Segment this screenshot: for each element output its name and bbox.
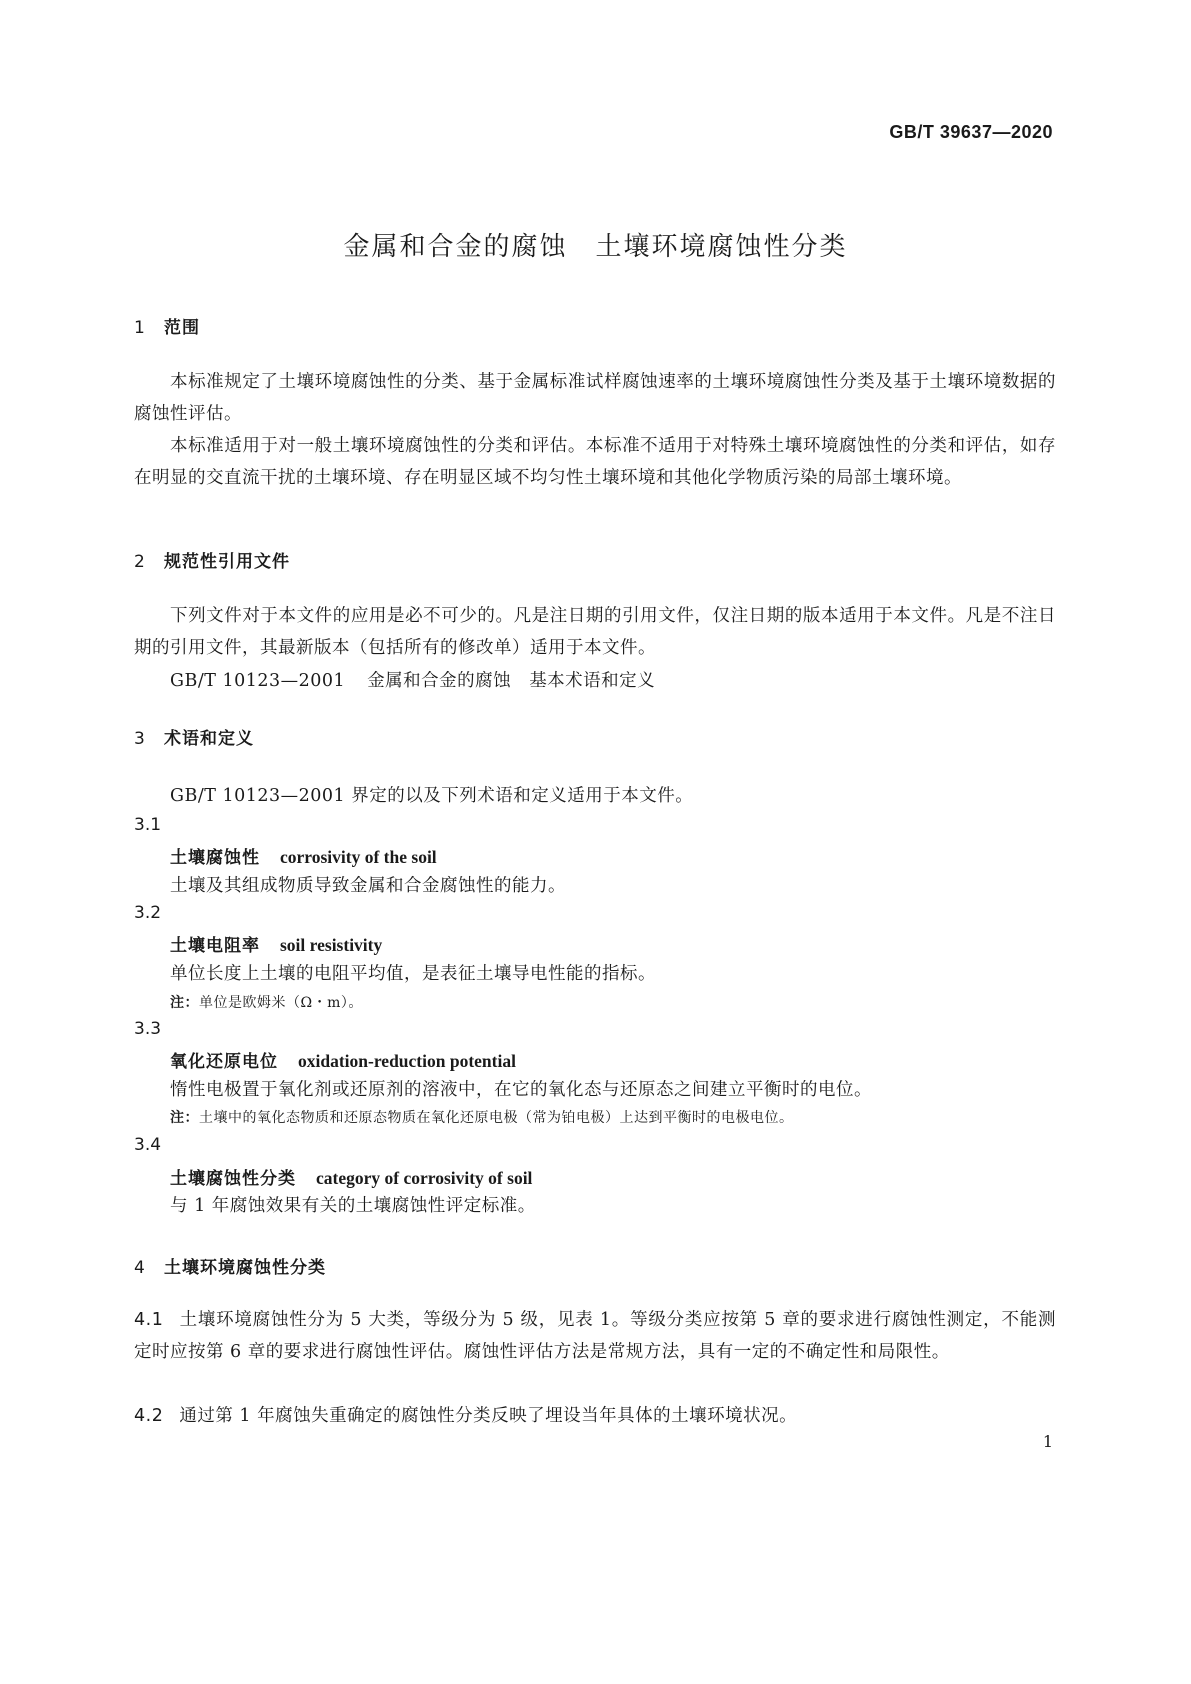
clause-4-2 [134, 1400, 1056, 1432]
term-note [170, 1107, 794, 1127]
reference-title-part-a: 金属和合金的腐蚀 [367, 671, 512, 691]
term-definition: 与 1 年腐蚀效果有关的土壤腐蚀性评定标准。 [170, 1196, 536, 1216]
term-entry [170, 931, 382, 956]
clause-text: 通过第 1 年腐蚀失重确定的腐蚀性分类反映了埋设当年具体的土壤环境状况。 [179, 1406, 798, 1426]
section-number: 2 [134, 552, 146, 572]
section-title: 规范性引用文件 [164, 552, 290, 572]
note-label: 注： [170, 1110, 199, 1126]
section-number: 3 [134, 729, 146, 749]
page-number: 1 [1042, 1432, 1053, 1451]
note-label: 注： [170, 995, 199, 1011]
term-number: 3.3 [134, 1019, 162, 1039]
term-en: oxidation-reduction potential [298, 1051, 516, 1071]
section-2-heading [134, 547, 290, 572]
section-1-paragraph-2: 本标准适用于对一般土壤环境腐蚀性的分类和评估。本标准不适用于对特殊土壤环境腐蚀性的分类和评估，如存在明显的交直流干扰的土壤环境、存在明显区域不均匀性土壤环境和其他化学物质污染的局部土壤环境。 [134, 436, 1056, 488]
reference-code: GB/T 10123—2001 [170, 671, 346, 691]
term-en: category of corrosivity of soil [316, 1168, 533, 1188]
term-definition: 土壤及其组成物质导致金属和合金腐蚀性的能力。 [170, 876, 566, 896]
section-3-heading [134, 724, 254, 749]
section-4-heading [134, 1253, 326, 1278]
term-zh: 土壤电阻率 [170, 936, 260, 956]
term-zh: 土壤腐蚀性分类 [170, 1169, 296, 1189]
normative-reference [170, 667, 655, 692]
section-2-paragraph: 下列文件对于本文件的应用是必不可少的。凡是注日期的引用文件，仅注日期的版本适用于本文件。凡是不注日期的引用文件，其最新版本（包括所有的修改单）适用于本文件。 [134, 606, 1056, 658]
term-definition: 惰性电极置于氧化剂或还原剂的溶液中，在它的氧化态与还原态之间建立平衡时的电位。 [170, 1080, 872, 1100]
term-en: soil resistivity [280, 935, 383, 955]
section-title: 范围 [164, 318, 200, 338]
reference-title-part-b: 基本术语和定义 [529, 671, 656, 691]
term-en: corrosivity of the soil [280, 847, 437, 867]
term-note [170, 992, 363, 1012]
clause-text: 土壤环境腐蚀性分为 5 大类，等级分为 5 级，见表 1。等级分类应按第 5 章的要求进行腐蚀性测定，不能测定时应按第 6 章的要求进行腐蚀性评估。腐蚀性评估方法是常规方法，具有一定的不确定性和局限性。 [134, 1310, 1056, 1362]
term-entry [170, 843, 437, 868]
term-entry [170, 1047, 516, 1072]
term-number: 3.4 [134, 1135, 162, 1155]
term-entry [170, 1164, 532, 1189]
section-1-paragraph-1: 本标准规定了土壤环境腐蚀性的分类、基于金属标准试样腐蚀速率的土壤环境腐蚀性分类及基于土壤环境数据的腐蚀性评估。 [134, 372, 1056, 424]
clause-4-1 [134, 1304, 1056, 1368]
section-number: 1 [134, 318, 146, 338]
section-title: 术语和定义 [164, 729, 254, 749]
note-text: 土壤中的氧化态物质和还原态物质在氧化还原电极（常为铂电极）上达到平衡时的电极电位。 [199, 1110, 794, 1126]
term-definition: 单位长度上土壤的电阻平均值，是表征土壤导电性能的指标。 [170, 964, 656, 984]
document-title: 金属和合金的腐蚀 土壤环境腐蚀性分类 [343, 232, 848, 262]
term-number: 3.2 [134, 903, 162, 923]
term-zh: 氧化还原电位 [170, 1052, 278, 1072]
section-3-intro: GB/T 10123—2001 界定的以及下列术语和定义适用于本文件。 [170, 786, 694, 806]
clause-number: 4.1 [134, 1310, 164, 1330]
section-1-heading [134, 313, 200, 338]
standard-id: GB/T 39637—2020 [889, 122, 1053, 142]
section-number: 4 [134, 1258, 146, 1278]
clause-number: 4.2 [134, 1406, 164, 1426]
section-title: 土壤环境腐蚀性分类 [164, 1258, 326, 1278]
note-text: 单位是欧姆米（Ω・m）。 [199, 995, 363, 1011]
term-zh: 土壤腐蚀性 [170, 848, 260, 868]
term-number: 3.1 [134, 815, 162, 835]
